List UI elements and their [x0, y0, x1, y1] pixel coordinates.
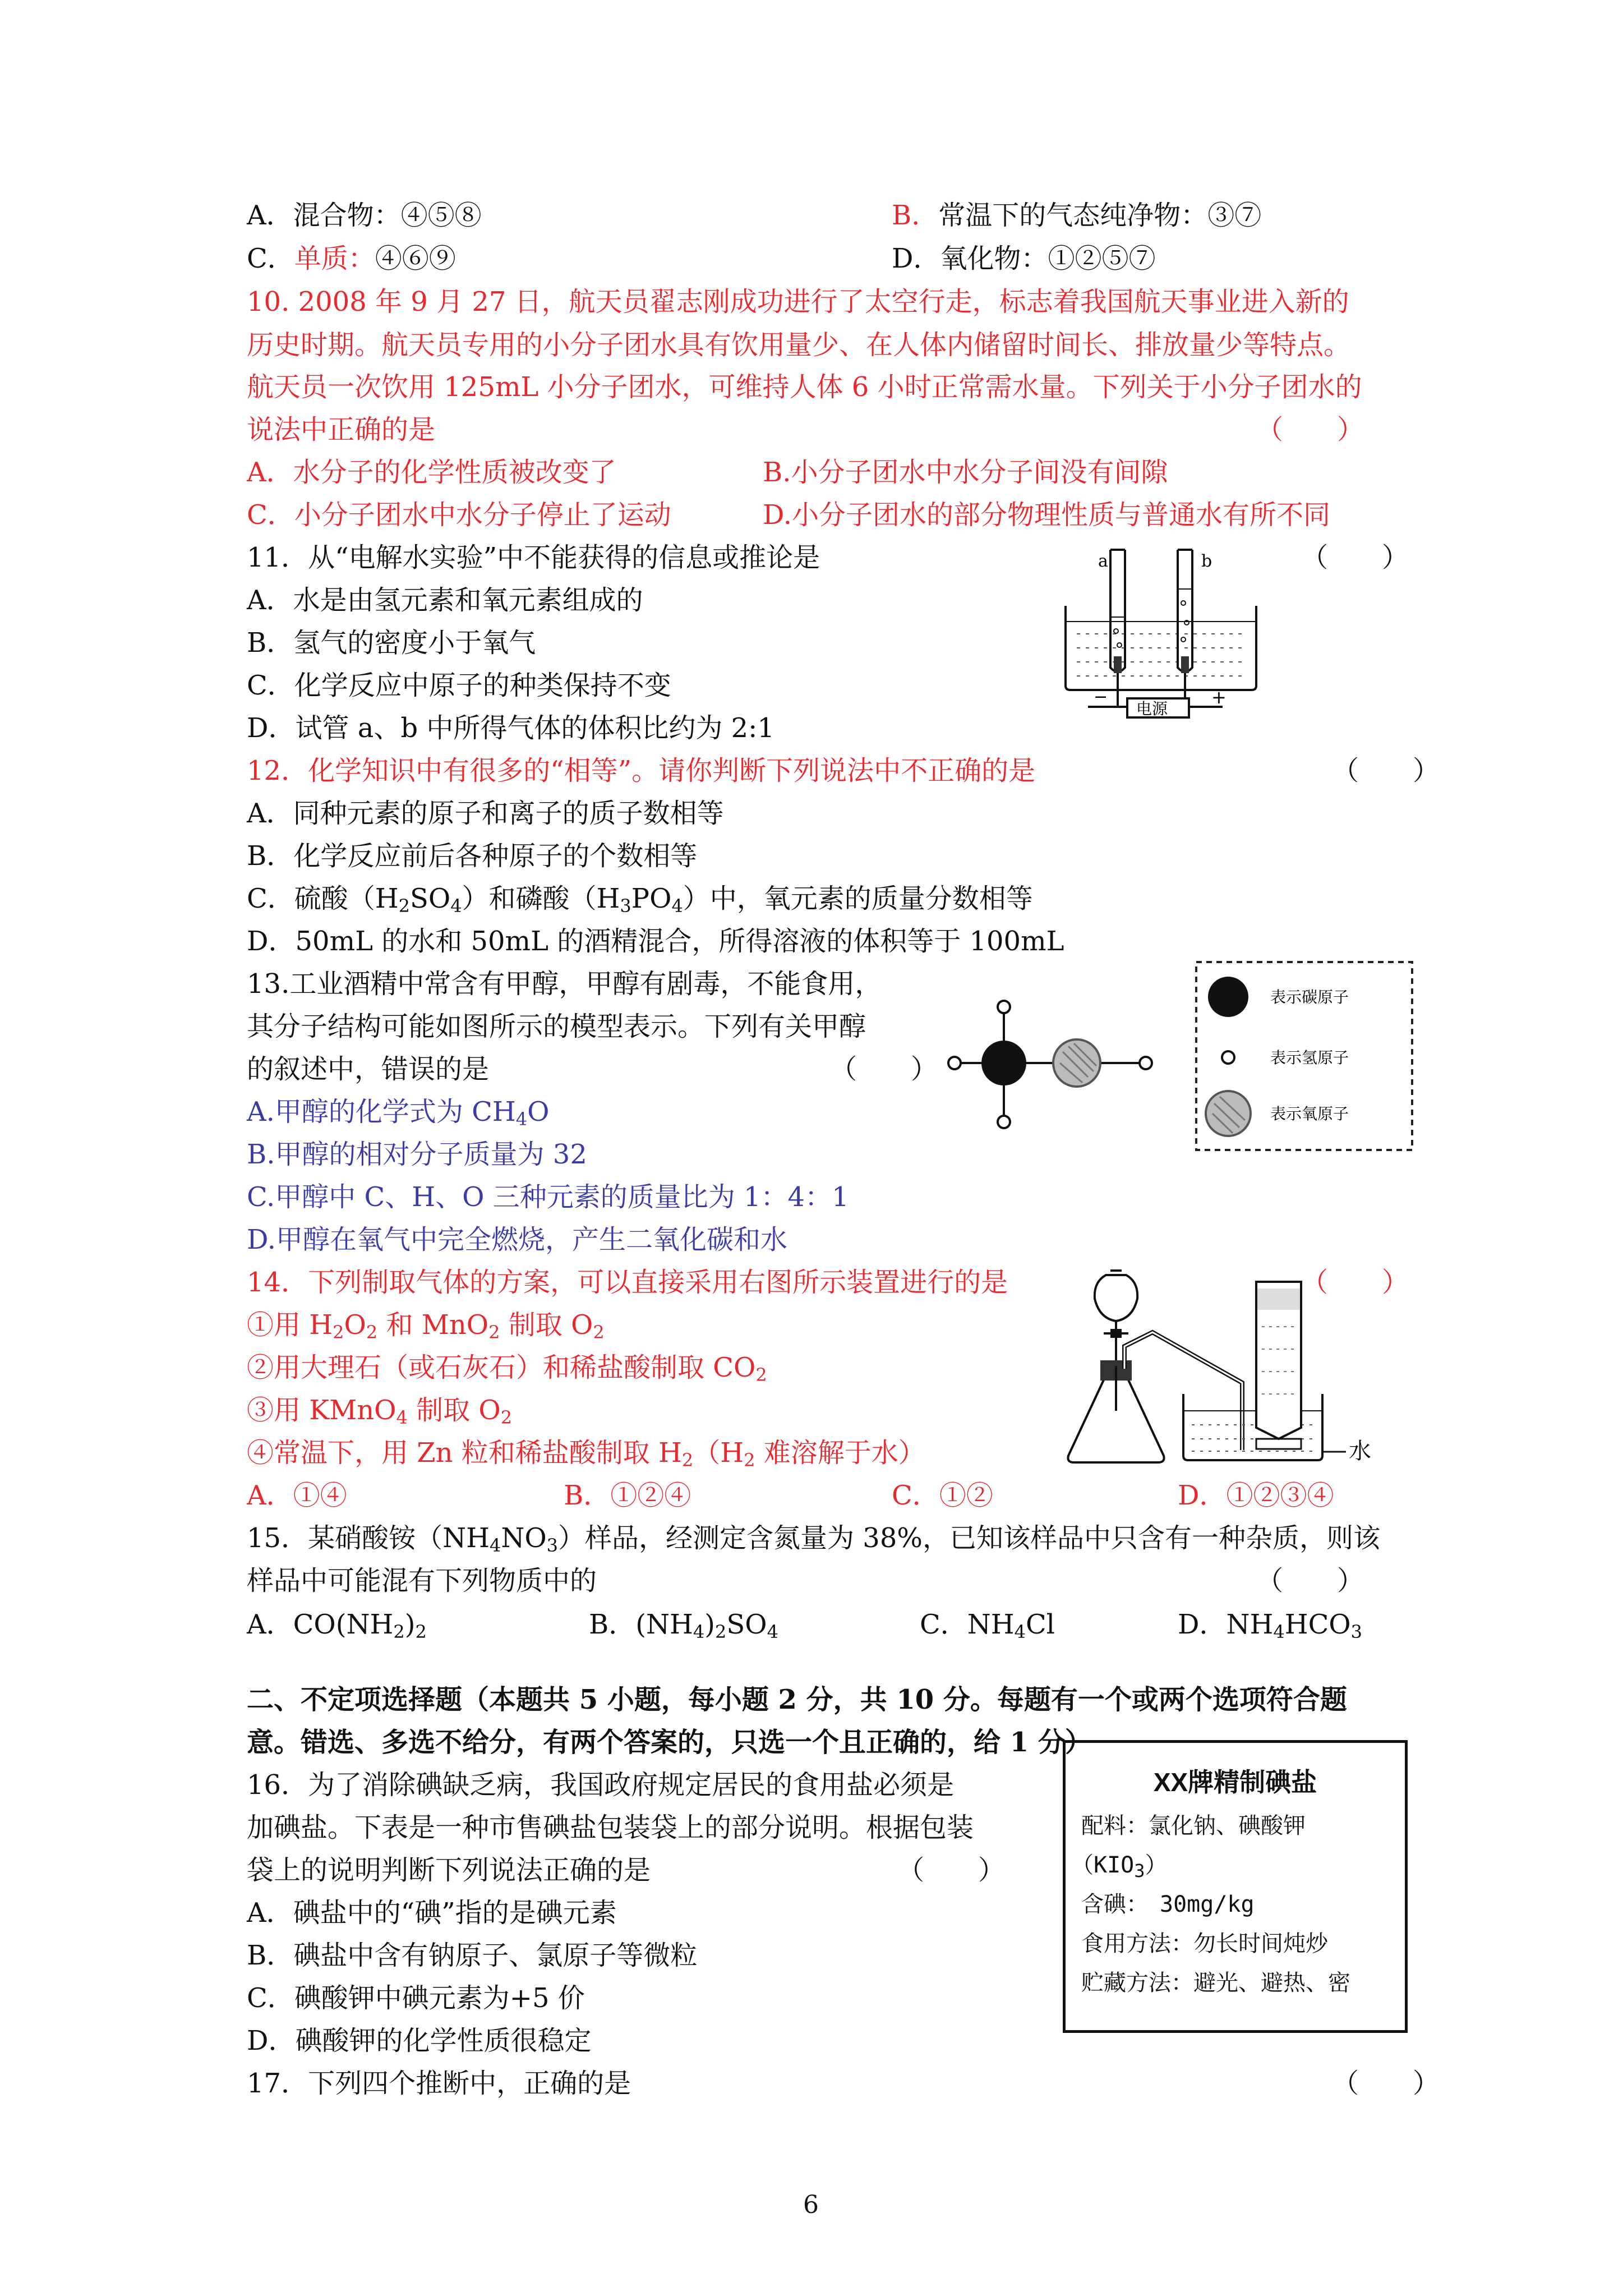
- q15-d-part: D．NH: [1178, 1609, 1274, 1640]
- subscript: 3: [1134, 1860, 1145, 1881]
- q14-4-part: 难溶解于水）: [755, 1437, 925, 1469]
- q10-option-d: D.小分子团水的部分物理性质与普通水有所不同: [763, 499, 1331, 531]
- q16-line-2: 加碘盐。下表是一种市售碘盐包装袋上的部分说明。根据包装: [247, 1812, 974, 1843]
- q11-option-a: A．水是由氢元素和氧元素组成的: [247, 585, 643, 616]
- q9-option-c-text: ④⑥⑨: [375, 243, 456, 274]
- q14-1-part: ①用 H: [247, 1309, 333, 1341]
- q16-option-d: D．碘酸钾的化学性质很稳定: [247, 2025, 592, 2056]
- page-number: 6: [803, 2191, 819, 2219]
- q14-item-1: [247, 1308, 605, 1342]
- kio3-part: （KIO: [1071, 1852, 1135, 1878]
- q12-c-part: ）中，氧元素的质量分数相等: [683, 883, 1033, 914]
- q11-option-c: C．化学反应中原子的种类保持不变: [247, 670, 671, 701]
- q14-4-part: （H: [693, 1437, 744, 1469]
- subscript: 2: [488, 1322, 500, 1343]
- subscript: 4: [767, 1621, 778, 1642]
- q14-3-part: ③用 KMnO: [247, 1395, 396, 1426]
- q14-item-3: [247, 1393, 512, 1427]
- q14-option-c: C．①②: [892, 1480, 993, 1511]
- q14-2-part: ②用大理石（或石灰石）和稀盐酸制取 CO: [247, 1352, 756, 1383]
- legend-oxygen-label: 表示氧原子: [1270, 1105, 1349, 1123]
- q15-option-b: [589, 1608, 778, 1641]
- q14-item-2: [247, 1351, 767, 1384]
- q15-answer-paren: （ ）: [1256, 1565, 1364, 1596]
- q14-stem: 14．下列制取气体的方案，可以直接采用右图所示装置进行的是: [247, 1267, 1008, 1298]
- subscript: 3: [546, 1535, 559, 1556]
- subscript: 3: [620, 895, 631, 917]
- salt-label-title: XX牌精制碘盐: [1153, 1768, 1317, 1797]
- q12-c-part: ）和磷酸（H: [462, 883, 620, 914]
- q15-part: ）样品，经测定含氮量为 38%，已知该样品中只含有一种杂质，则该: [558, 1522, 1380, 1554]
- q14-3-part: 制取 O: [407, 1395, 501, 1426]
- subscript: 4: [671, 895, 683, 917]
- water-label: 水: [1349, 1438, 1371, 1464]
- section-2-heading-line-2: 意。错选、多选不给分，有两个答案的，只选一个且正确的，给 1 分）: [247, 1727, 1092, 1758]
- q15-a-part: A．CO(NH: [247, 1609, 394, 1640]
- subscript: 4: [693, 1621, 705, 1642]
- q15-part: NO: [501, 1522, 547, 1554]
- q9-option-b-text: 常温下的气态纯净物：③⑦: [938, 200, 1262, 231]
- q12-option-c: [247, 882, 1033, 915]
- q15-option-c: [920, 1608, 1055, 1641]
- methanol-model-figure: [925, 956, 1419, 1158]
- q10-answer-paren: （ ）: [1256, 414, 1364, 445]
- q14-1-part: 制取 O: [500, 1309, 593, 1341]
- subscript: 2: [755, 1364, 767, 1386]
- q17-stem: 17．下列四个推断中，正确的是: [247, 2068, 631, 2099]
- q15-c-part: Cl: [1025, 1609, 1055, 1640]
- q14-option-b: B．①②④: [564, 1480, 691, 1511]
- subscript: 2: [393, 1621, 405, 1642]
- q16-option-c: C．碘酸钾中碘元素为+5 价: [247, 1982, 585, 2014]
- q15-part: 15．某硝酸铵（NH: [247, 1522, 490, 1554]
- q10-line-3: 航天员一次饮用 125mL 小分子团水，可维持人体 6 小时正常需水量。下列关于小分子团水的: [247, 371, 1362, 403]
- q12-option-a: A．同种元素的原子和离子的质子数相等: [247, 798, 724, 829]
- q15-option-a: [247, 1608, 427, 1641]
- q13-option-c: C.甲醇中 C、H、O 三种元素的质量比为 1：4：1: [247, 1181, 849, 1213]
- q10-line-4: 说法中正确的是: [247, 414, 436, 445]
- q12-c-part: PO: [631, 883, 672, 914]
- section-2-heading-line-1: 二、不定项选择题（本题共 5 小题，每小题 2 分，共 10 分。每题有一个或两个选项符合题: [247, 1684, 1347, 1715]
- q15-line-2: 样品中可能混有下列物质中的: [247, 1565, 597, 1596]
- gas-apparatus-figure: [1054, 1265, 1413, 1478]
- subscript: 2: [366, 1322, 378, 1343]
- q11-stem: 11．从“电解水实验”中不能获得的信息或推论是: [247, 542, 820, 573]
- q13-option-d: D.甲醇在氧气中完全燃烧，产生二氧化碳和水: [247, 1224, 788, 1255]
- subscript: 4: [489, 1535, 501, 1556]
- q12-c-part: C．硫酸（H: [247, 883, 399, 914]
- q15-line-1: [247, 1521, 1380, 1555]
- q13-line-2: 其分子结构可能如图所示的模型表示。下列有关甲醇: [247, 1011, 866, 1042]
- q16-answer-paren: （ ）: [897, 1855, 1006, 1886]
- q10-line-1: 10. 2008 年 9 月 27 日，航天员翟志刚成功进行了太空行走，标志着我国航天事业进入新的: [247, 286, 1349, 318]
- q11-option-b: B．氢气的密度小于氧气: [247, 627, 536, 659]
- q15-a-part: ): [404, 1609, 416, 1640]
- q15-option-d: [1178, 1608, 1362, 1641]
- legend-carbon-label: 表示碳原子: [1270, 988, 1349, 1006]
- subscript: 2: [744, 1450, 755, 1471]
- q11-option-d: D．试管 a、b 中所得气体的体积比约为 2:1: [247, 712, 774, 744]
- q17-answer-paren: （ ）: [1332, 2068, 1440, 2099]
- q15-b-part: B．(NH: [589, 1609, 693, 1640]
- q13-answer-paren: （ ）: [830, 1053, 938, 1085]
- q14-answer-paren: （ ）: [1301, 1267, 1409, 1298]
- salt-label-kio3: [1071, 1849, 1168, 1881]
- q15-b-part: ): [704, 1609, 715, 1640]
- q9-option-c: [247, 242, 456, 275]
- subscript: 2: [593, 1322, 605, 1343]
- q10-line-2: 历史时期。航天员专用的小分子团水具有饮用量少、在人体内储留时间长、排放量少等特点。: [247, 329, 1351, 361]
- subscript: 4: [1014, 1621, 1026, 1642]
- iodized-salt-label-box: [1063, 1740, 1408, 2033]
- q13-line-1-text: [247, 967, 882, 1001]
- subscript: 4: [515, 1108, 528, 1130]
- plus-terminal-label: +: [1211, 687, 1227, 708]
- tube-a-label: a: [1098, 551, 1108, 571]
- q9-option-d: D．氧化物：①②⑤⑦: [892, 243, 1156, 274]
- q14-item-4: [247, 1436, 925, 1470]
- q14-option-d: D．①②③④: [1178, 1480, 1334, 1511]
- subscript: 2: [333, 1322, 344, 1343]
- subscript: 4: [1273, 1621, 1285, 1642]
- q13-option-b: B.甲醇的相对分子质量为 32: [247, 1139, 587, 1170]
- q9-option-c-letter: C．: [247, 243, 294, 274]
- q11-answer-paren: （ ）: [1301, 542, 1409, 573]
- tube-b-label: b: [1201, 551, 1212, 571]
- salt-label-usage: 食用方法：勿长时间炖炒: [1081, 1931, 1328, 1957]
- salt-label-storage: 贮藏方法：避光、避热、密: [1081, 1970, 1350, 1996]
- subscript: 2: [415, 1621, 427, 1642]
- q16-option-a: A．碘盐中的“碘”指的是碘元素: [247, 1897, 617, 1929]
- q12-option-d: D．50mL 的水和 50mL 的酒精混合，所得溶液的体积等于 100mL: [247, 926, 1064, 957]
- q16-option-b: B．碘盐中含有钠原子、氯原子等微粒: [247, 1940, 698, 1971]
- q13-line-1-content: 13.工业酒精中常含有甲醇，甲醇有剧毒，不能食用，: [247, 968, 882, 1000]
- q13-line-3: 的叙述中，错误的是: [247, 1053, 490, 1085]
- subscript: 4: [396, 1407, 408, 1428]
- q14-1-part: O: [344, 1309, 366, 1341]
- q15-b-part: SO: [726, 1609, 767, 1640]
- q14-1-part: 和 MnO: [377, 1309, 489, 1341]
- minus-terminal-label: −: [1094, 687, 1108, 707]
- subscript: 2: [500, 1407, 513, 1428]
- q13-a-part: O: [527, 1096, 550, 1128]
- legend-hydrogen-label: 表示氢原子: [1270, 1048, 1349, 1067]
- q10-option-c: C．小分子团水中水分子停止了运动: [247, 499, 671, 531]
- q14-4-part: ④常温下，用 Zn 粒和稀盐酸制取 H: [247, 1437, 682, 1469]
- q10-option-b: B.小分子团水中水分子间没有间隙: [763, 457, 1168, 488]
- q12-answer-paren: （ ）: [1332, 755, 1440, 786]
- kio3-part: ）: [1145, 1852, 1168, 1878]
- q13-a-part: A.甲醇的化学式为 CH: [247, 1096, 516, 1128]
- subscript: 2: [398, 895, 410, 917]
- q9-option-b-letter: B．: [892, 200, 939, 231]
- q15-c-part: C．NH: [920, 1609, 1015, 1640]
- salt-label-ingredients: 配料：氯化钠、碘酸钾: [1081, 1813, 1306, 1839]
- q10-option-a: A．水分子的化学性质被改变了: [247, 457, 616, 488]
- power-supply-label: 电源: [1136, 700, 1168, 718]
- salt-label-iodine-content: 含碘： 30mg/kg: [1081, 1892, 1255, 1917]
- q13-option-a: [247, 1095, 550, 1129]
- q12-option-b: B．化学反应前后各种原子的个数相等: [247, 840, 698, 872]
- q9-option-c-red: 单质：: [294, 243, 375, 274]
- q16-line-1: 16．为了消除碘缺乏病，我国政府规定居民的食用盐必须是: [247, 1769, 955, 1801]
- q15-d-part: HCO: [1284, 1609, 1351, 1640]
- q9-option-b: [892, 199, 1261, 232]
- q12-c-part: SO: [409, 883, 451, 914]
- subscript: 2: [681, 1450, 694, 1471]
- q9-option-a: A．混合物：④⑤⑧: [247, 200, 482, 231]
- q12-stem: 12．化学知识中有很多的“相等”。请你判断下列说法中不正确的是: [247, 755, 1036, 786]
- q14-option-a: A．①④: [247, 1480, 347, 1511]
- subscript: 4: [450, 895, 462, 917]
- subscript: 2: [714, 1621, 727, 1642]
- q16-line-3: 袋上的说明判断下列说法正确的是: [247, 1855, 651, 1886]
- electrolysis-apparatus-figure: [1054, 539, 1267, 729]
- subscript: 3: [1350, 1621, 1363, 1642]
